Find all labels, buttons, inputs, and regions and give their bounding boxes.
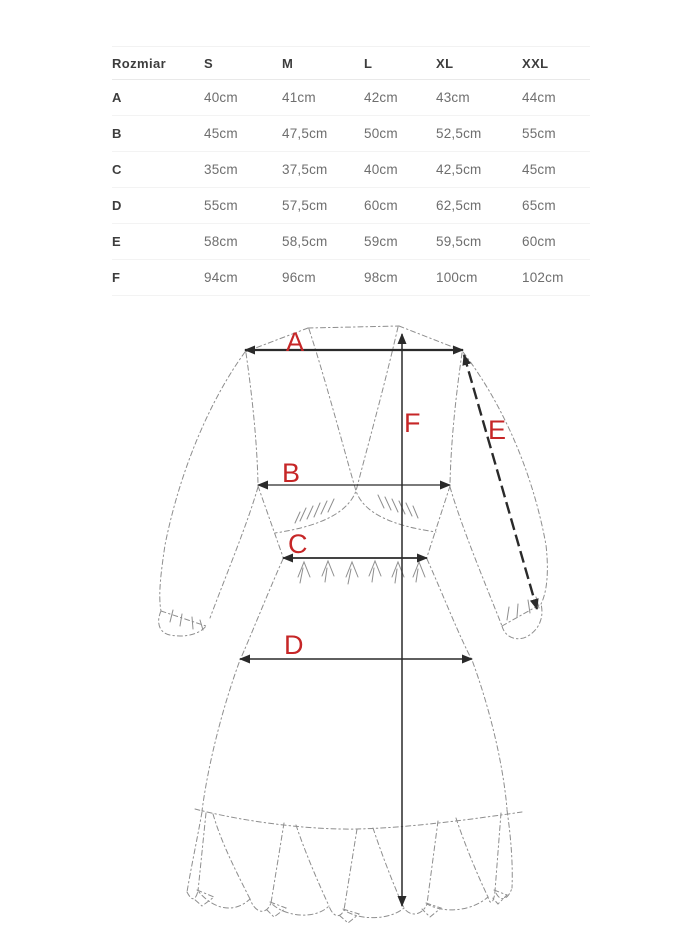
bodice-right-side [450,353,462,484]
ruffle-hem-loop [266,902,286,917]
size-value: 96cm [282,270,316,285]
left-cuff-line [161,611,206,626]
bodice-right-lower [427,486,450,557]
skirt-left-edge [202,559,283,811]
left-sleeve-outer [160,352,245,611]
size-value: 65cm [522,198,556,213]
column-header-rozmiar: Rozmiar [112,55,167,71]
ruffle-fold [373,828,404,908]
row-label: C [112,162,122,177]
bodice-left-lower [258,486,283,557]
row-label: E [112,234,121,249]
ruffle-fold [271,823,284,903]
size-value: 52,5cm [436,126,482,141]
size-value: 100cm [436,270,478,285]
skirt-right-edge-lower [507,810,512,888]
size-value: 42,5cm [436,162,482,177]
size-value: 98cm [364,270,398,285]
right-sleeve-inner [450,487,502,626]
size-value: 60cm [364,198,398,213]
ruffle-hem-loop [422,903,441,917]
size-value: 47,5cm [282,126,328,141]
size-value: 58cm [204,234,238,249]
row-label: F [112,270,120,285]
size-value: 50cm [364,126,398,141]
collar-top-line [308,326,399,328]
size-value: 45cm [522,162,556,177]
row-label: A [112,90,122,105]
size-value: 45cm [204,126,238,141]
ruffle-fold [213,814,250,899]
size-value: 58,5cm [282,234,328,249]
measure-label-c: C [288,529,308,559]
measure-label-e: E [488,415,507,445]
measure-label-d: D [284,630,304,660]
skirt-left-edge-lower [187,812,202,892]
size-value: 41cm [282,90,316,105]
measure-label-f: F [404,408,421,438]
size-value: 37,5cm [282,162,328,177]
size-value: 55cm [204,198,238,213]
size-value: 55cm [522,126,556,141]
size-value: 57,5cm [282,198,328,213]
measure-label-a: A [286,327,305,357]
size-value: 102cm [522,270,564,285]
measure-labels [282,327,506,660]
ruffle-hem-loop [193,890,214,906]
gather-marks [170,495,539,630]
size-value: 43cm [436,90,470,105]
left-sleeve-inner [210,487,258,618]
ruffle-fold [456,818,488,897]
column-header-xl: XL [436,55,454,71]
skirt-right-edge [427,559,507,809]
ruffle-hem-loop [339,909,359,923]
size-value: 42cm [364,90,398,105]
column-header-m: M [282,55,294,71]
ruffle-fold [296,825,329,906]
size-value: 40cm [364,162,398,177]
ruffle-fold [344,829,357,910]
row-label: B [112,126,122,141]
ruffle-hem [187,888,512,918]
row-label: D [112,198,122,213]
ruffle-fold [495,813,501,891]
measure-label-b: B [282,458,301,488]
size-value: 62,5cm [436,198,482,213]
size-value: 44cm [522,90,556,105]
size-value: 94cm [204,270,238,285]
collar-right-line [399,326,463,351]
column-header-l: L [364,55,373,71]
neckline-right-wrap [275,327,398,533]
column-header-s: S [204,55,214,71]
size-value: 59cm [364,234,398,249]
column-header-xxl: XXL [522,55,549,71]
bodice-left-side [246,353,258,484]
size-value: 35cm [204,162,238,177]
ruffle-fold [427,821,438,904]
right-sleeve-outer [463,352,547,604]
ruffle-seam [195,809,522,829]
measure-line-e [464,355,537,609]
size-value: 60cm [522,234,556,249]
size-value: 59,5cm [436,234,482,249]
size-value: 40cm [204,90,238,105]
